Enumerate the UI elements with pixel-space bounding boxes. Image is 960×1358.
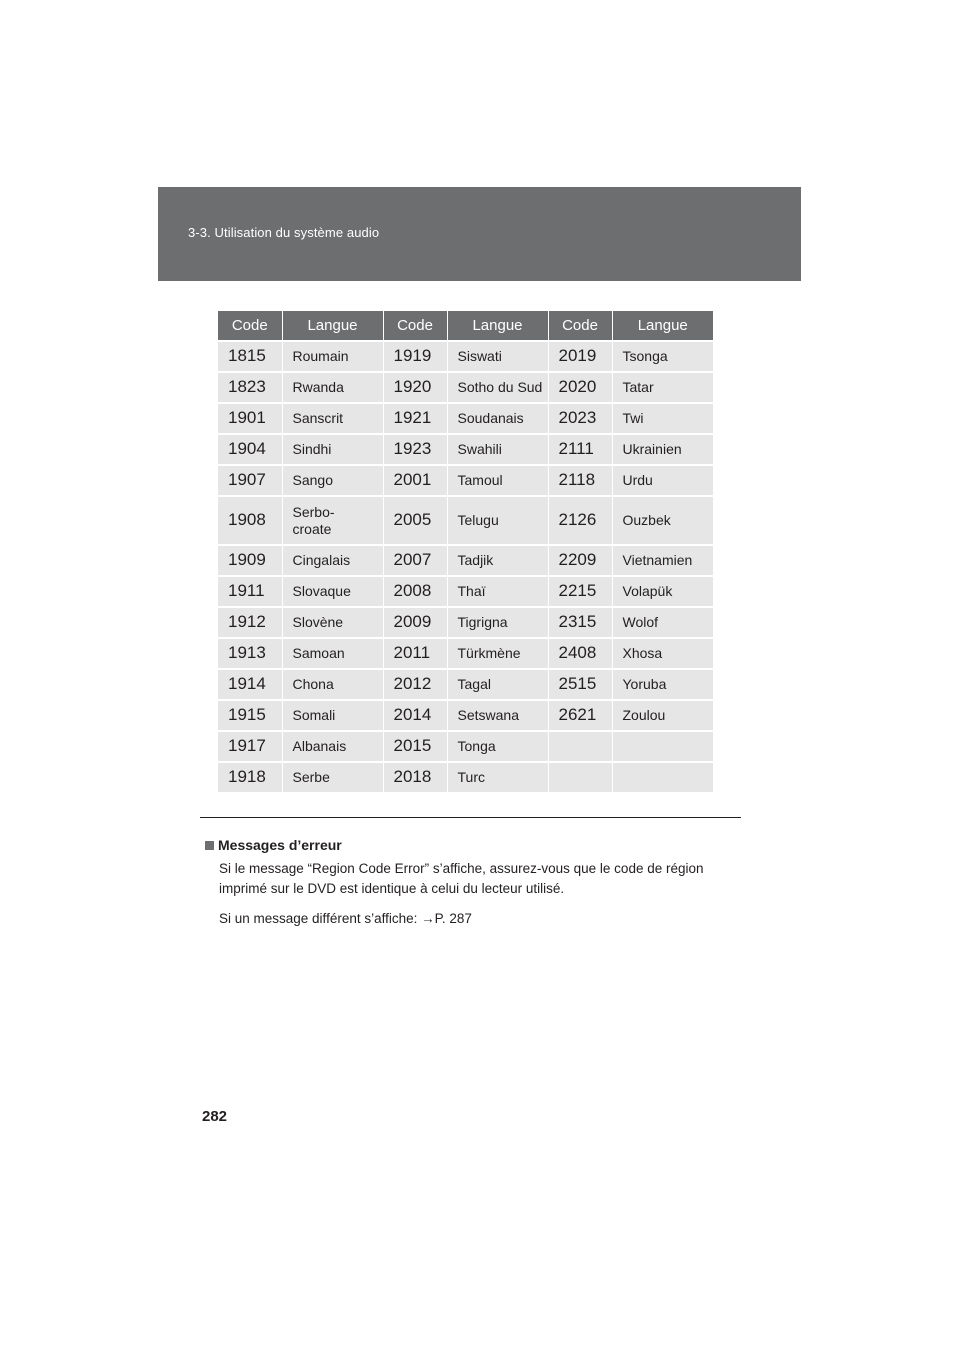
table-body bbox=[218, 341, 713, 793]
language-cell: Swahili bbox=[447, 434, 548, 465]
language-cell: Ukrainien bbox=[612, 434, 713, 465]
square-bullet-icon bbox=[205, 841, 214, 850]
language-cell: Yoruba bbox=[612, 669, 713, 700]
code-cell: 2215 bbox=[548, 576, 612, 607]
language-cell: Sindhi bbox=[282, 434, 383, 465]
language-cell: Samoan bbox=[282, 638, 383, 669]
code-cell bbox=[548, 731, 612, 762]
code-cell: 1915 bbox=[218, 700, 282, 731]
language-cell: Wolof bbox=[612, 607, 713, 638]
language-cell: Vietnamien bbox=[612, 545, 713, 576]
code-cell: 2014 bbox=[383, 700, 447, 731]
language-cell: Albanais bbox=[282, 731, 383, 762]
table-row bbox=[218, 545, 713, 576]
language-cell: Serbe bbox=[282, 762, 383, 793]
table-row bbox=[218, 403, 713, 434]
code-cell: 2621 bbox=[548, 700, 612, 731]
table-row bbox=[218, 465, 713, 496]
code-cell: 1823 bbox=[218, 372, 282, 403]
table-row bbox=[218, 700, 713, 731]
column-header: Langue bbox=[282, 311, 383, 341]
language-cell: Twi bbox=[612, 403, 713, 434]
language-cell: Tadjik bbox=[447, 545, 548, 576]
table-header-row bbox=[218, 311, 713, 341]
code-cell: 2008 bbox=[383, 576, 447, 607]
language-cell: Tatar bbox=[612, 372, 713, 403]
code-cell: 2515 bbox=[548, 669, 612, 700]
section-header-bar bbox=[158, 187, 801, 281]
code-cell: 2018 bbox=[383, 762, 447, 793]
column-header: Langue bbox=[447, 311, 548, 341]
table-row bbox=[218, 341, 713, 372]
language-cell: Telugu bbox=[447, 496, 548, 545]
language-cell: Zoulou bbox=[612, 700, 713, 731]
language-cell: Cingalais bbox=[282, 545, 383, 576]
error-messages-title: Messages d’erreur bbox=[218, 837, 342, 853]
language-cell: Serbo- croate bbox=[282, 496, 383, 545]
table-row bbox=[218, 731, 713, 762]
code-cell: 1919 bbox=[383, 341, 447, 372]
language-cell: Slovène bbox=[282, 607, 383, 638]
table-row bbox=[218, 638, 713, 669]
code-cell: 1912 bbox=[218, 607, 282, 638]
code-cell: 2019 bbox=[548, 341, 612, 372]
language-cell: Roumain bbox=[282, 341, 383, 372]
code-cell: 2118 bbox=[548, 465, 612, 496]
code-cell: 2001 bbox=[383, 465, 447, 496]
language-cell: Rwanda bbox=[282, 372, 383, 403]
section-divider bbox=[200, 817, 741, 818]
language-cell: Tsonga bbox=[612, 341, 713, 372]
code-cell: 2012 bbox=[383, 669, 447, 700]
language-cell: Xhosa bbox=[612, 638, 713, 669]
error-messages-section bbox=[205, 837, 745, 939]
table-row bbox=[218, 372, 713, 403]
code-cell: 1914 bbox=[218, 669, 282, 700]
language-cell bbox=[612, 731, 713, 762]
code-cell: 1918 bbox=[218, 762, 282, 793]
table-row bbox=[218, 496, 713, 545]
code-cell: 1923 bbox=[383, 434, 447, 465]
error-paragraph-region: Si le message “Region Code Error” s’affiche, assurez-vous que le code de région imprimé sur le DVD est identique à celui du lecteur utilisé. bbox=[219, 861, 704, 896]
table-row bbox=[218, 762, 713, 793]
language-cell: Sango bbox=[282, 465, 383, 496]
section-title: 3-3. Utilisation du système audio bbox=[188, 225, 380, 240]
language-cell: Siswati bbox=[447, 341, 548, 372]
code-cell bbox=[548, 762, 612, 793]
code-cell: 1911 bbox=[218, 576, 282, 607]
table-row bbox=[218, 607, 713, 638]
column-header: Code bbox=[218, 311, 282, 341]
code-cell: 1920 bbox=[383, 372, 447, 403]
code-cell: 2015 bbox=[383, 731, 447, 762]
language-cell bbox=[612, 762, 713, 793]
code-cell: 1904 bbox=[218, 434, 282, 465]
language-cell: Ouzbek bbox=[612, 496, 713, 545]
code-cell: 1917 bbox=[218, 731, 282, 762]
language-cell: Thaï bbox=[447, 576, 548, 607]
code-cell: 2007 bbox=[383, 545, 447, 576]
code-cell: 2009 bbox=[383, 607, 447, 638]
language-cell: Sotho du Sud bbox=[447, 372, 548, 403]
code-cell: 2011 bbox=[383, 638, 447, 669]
code-cell: 2023 bbox=[548, 403, 612, 434]
column-header: Code bbox=[383, 311, 447, 341]
language-cell: Slovaque bbox=[282, 576, 383, 607]
code-cell: 1913 bbox=[218, 638, 282, 669]
error-paragraph-other: Si un message différent s’affiche: →P. 287 bbox=[219, 911, 472, 926]
language-cell: Volapük bbox=[612, 576, 713, 607]
language-cell: Tagal bbox=[447, 669, 548, 700]
language-cell: Setswana bbox=[447, 700, 548, 731]
code-cell: 1908 bbox=[218, 496, 282, 545]
code-cell: 1921 bbox=[383, 403, 447, 434]
code-cell: 1901 bbox=[218, 403, 282, 434]
language-cell: Chona bbox=[282, 669, 383, 700]
code-cell: 2111 bbox=[548, 434, 612, 465]
code-cell: 2005 bbox=[383, 496, 447, 545]
column-header: Code bbox=[548, 311, 612, 341]
code-cell: 1815 bbox=[218, 341, 282, 372]
language-cell: Somali bbox=[282, 700, 383, 731]
language-cell: Soudanais bbox=[447, 403, 548, 434]
language-cell: Sanscrit bbox=[282, 403, 383, 434]
page-number: 282 bbox=[202, 1108, 228, 1125]
code-cell: 2315 bbox=[548, 607, 612, 638]
language-code-table bbox=[218, 311, 713, 794]
code-cell: 1909 bbox=[218, 545, 282, 576]
code-cell: 1907 bbox=[218, 465, 282, 496]
language-cell: Tamoul bbox=[447, 465, 548, 496]
table-row bbox=[218, 669, 713, 700]
code-cell: 2408 bbox=[548, 638, 612, 669]
table-row bbox=[218, 576, 713, 607]
column-header: Langue bbox=[612, 311, 713, 341]
language-cell: Turc bbox=[447, 762, 548, 793]
code-cell: 2020 bbox=[548, 372, 612, 403]
table-row bbox=[218, 434, 713, 465]
language-cell: Tonga bbox=[447, 731, 548, 762]
language-cell: Türkmène bbox=[447, 638, 548, 669]
code-cell: 2209 bbox=[548, 545, 612, 576]
code-cell: 2126 bbox=[548, 496, 612, 545]
language-cell: Urdu bbox=[612, 465, 713, 496]
error-messages-heading bbox=[205, 837, 745, 853]
language-cell: Tigrigna bbox=[447, 607, 548, 638]
